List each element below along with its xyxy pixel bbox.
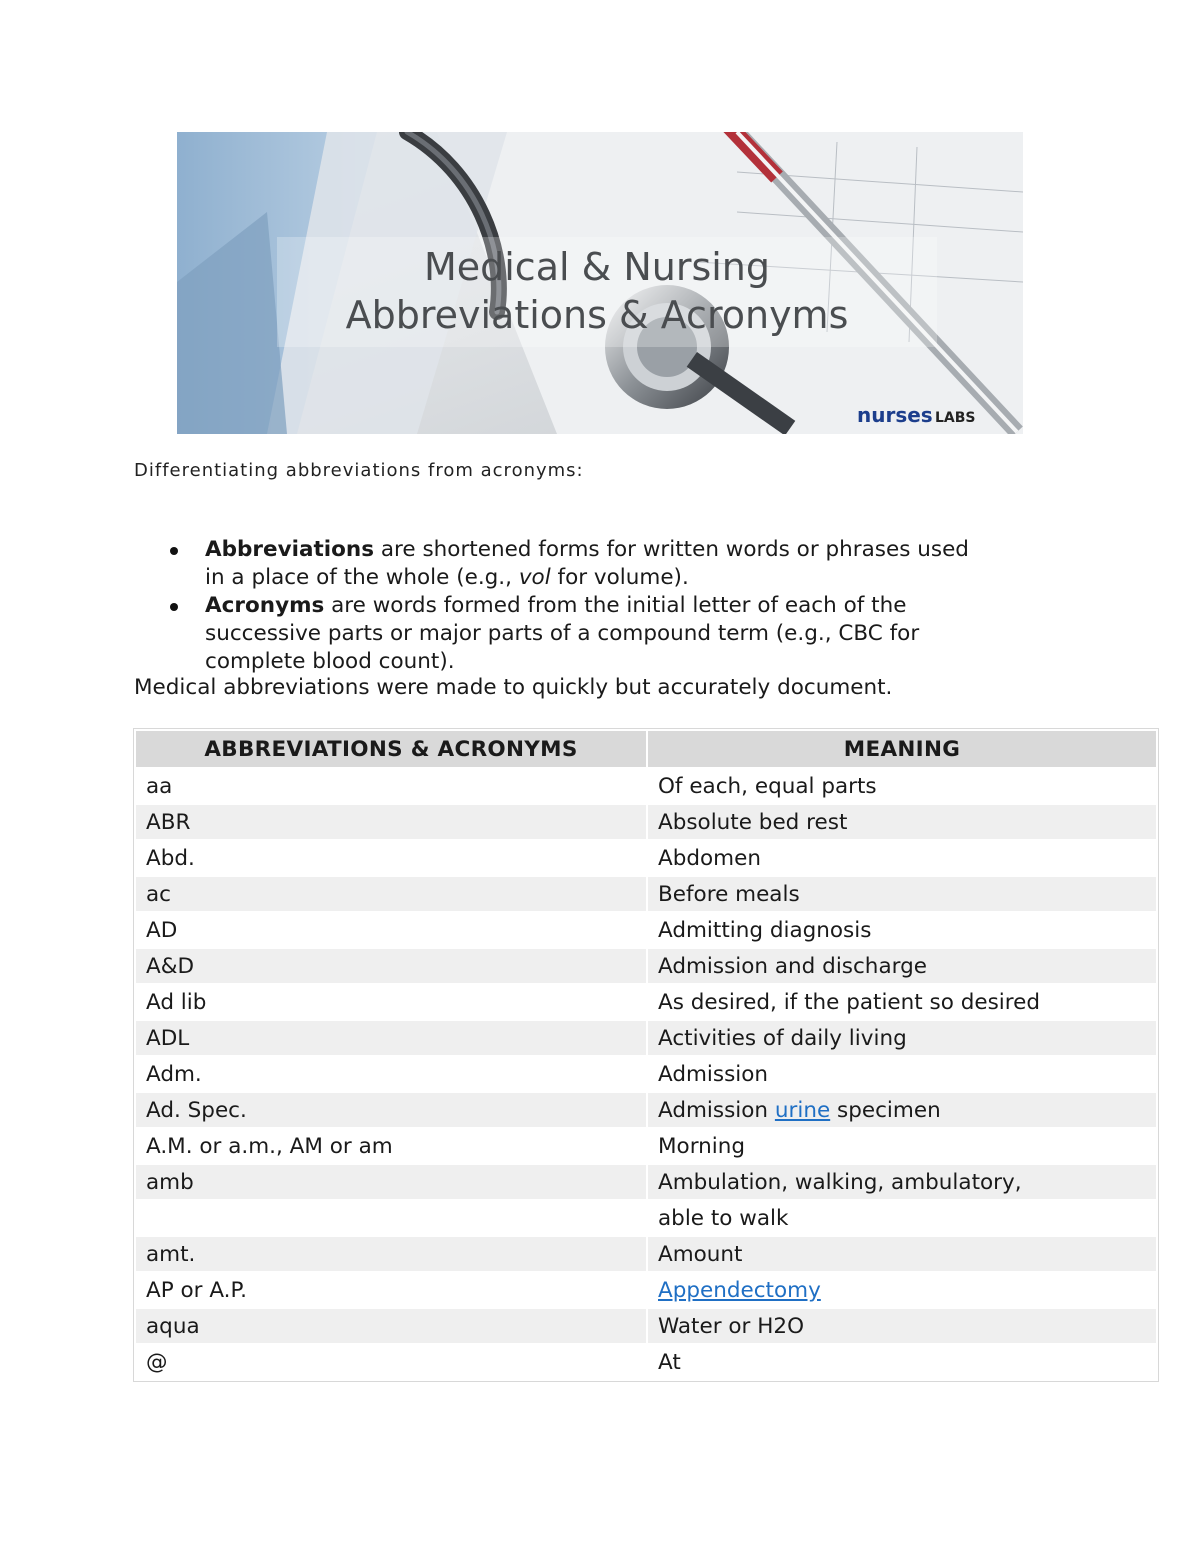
table-row xyxy=(136,841,1156,875)
abbr-cell: amb xyxy=(136,1165,646,1199)
table-row xyxy=(136,769,1156,803)
abbr-cell: A&D xyxy=(136,949,646,983)
abbr-cell: amt. xyxy=(136,1237,646,1271)
meaning-cell: Admission and discharge xyxy=(648,949,1156,983)
abbr-cell: aa xyxy=(136,769,646,803)
banner-title-line2: Abbreviations & Acronyms xyxy=(345,293,849,337)
meaning-cell: Before meals xyxy=(648,877,1156,911)
table-header-row xyxy=(136,731,1156,767)
abbr-cell: AD xyxy=(136,913,646,947)
bullet-text: for volume). xyxy=(550,565,689,590)
example-term: vol xyxy=(518,565,551,590)
meaning-cell: Abdomen xyxy=(648,841,1156,875)
logo-text-nurses: nurses xyxy=(857,403,933,427)
abbr-cell: Abd. xyxy=(136,841,646,875)
abbr-cell: AP or A.P. xyxy=(136,1273,646,1307)
column-header-meaning: MEANING xyxy=(648,731,1156,767)
meaning-cell xyxy=(648,1093,1156,1127)
bullet-text: complete blood count). xyxy=(205,649,455,674)
abbr-cell: Ad lib xyxy=(136,985,646,1019)
abbr-cell: ac xyxy=(136,877,646,911)
abbr-cell: aqua xyxy=(136,1309,646,1343)
meaning-cell: Amount xyxy=(648,1237,1156,1271)
bullet-acronyms xyxy=(160,592,1060,676)
meaning-cell: Of each, equal parts xyxy=(648,769,1156,803)
meaning-cell: Absolute bed rest xyxy=(648,805,1156,839)
table-row xyxy=(136,1345,1156,1379)
table-row xyxy=(136,1273,1156,1307)
table-row xyxy=(136,1021,1156,1055)
meaning-cell: As desired, if the patient so desired xyxy=(648,985,1156,1019)
column-header-abbreviations: ABBREVIATIONS & ACRONYMS xyxy=(136,731,646,767)
abbr-cell: Ad. Spec. xyxy=(136,1093,646,1127)
meaning-cell: Morning xyxy=(648,1129,1156,1163)
term-abbreviations: Abbreviations xyxy=(205,537,375,562)
table-row xyxy=(136,1057,1156,1091)
meaning-cell: Admitting diagnosis xyxy=(648,913,1156,947)
table-row xyxy=(136,1201,1156,1235)
bullet-text: in a place of the whole (e.g., xyxy=(205,565,519,590)
banner-title-line1: Medical & Nursing xyxy=(423,245,771,289)
abbr-cell: A.M. or a.m., AM or am xyxy=(136,1129,646,1163)
table-row xyxy=(136,1309,1156,1343)
logo-text-labs: LABS xyxy=(935,410,976,426)
meaning-cell: Water or H2O xyxy=(648,1309,1156,1343)
bullet-abbreviations xyxy=(160,536,1060,592)
closing-text: Medical abbreviations were made to quickly but accurately document. xyxy=(134,675,893,700)
abbr-cell: ADL xyxy=(136,1021,646,1055)
table-row xyxy=(136,1237,1156,1271)
bullet-text: are words formed from the initial letter of each of the xyxy=(324,593,907,618)
definition-list xyxy=(160,536,1060,676)
bullet-text: are shortened forms for written words or phrases used xyxy=(374,537,969,562)
meaning-cell xyxy=(648,1273,1156,1307)
table-row xyxy=(136,949,1156,983)
meaning-cell: Admission xyxy=(648,1057,1156,1091)
table-row xyxy=(136,985,1156,1019)
table-row xyxy=(136,1093,1156,1127)
meaning-cell: able to walk xyxy=(648,1201,1156,1235)
meaning-cell: At xyxy=(648,1345,1156,1379)
meaning-cell: Activities of daily living xyxy=(648,1021,1156,1055)
banner-image xyxy=(177,132,1023,434)
table-row xyxy=(136,1165,1156,1199)
table-row xyxy=(136,913,1156,947)
appendectomy-link[interactable]: Appendectomy xyxy=(658,1277,821,1303)
table-row xyxy=(136,805,1156,839)
abbr-cell: Adm. xyxy=(136,1057,646,1091)
bullet-text: successive parts or major parts of a compound term (e.g., CBC for xyxy=(205,621,920,646)
meaning-text: Admission xyxy=(658,1097,775,1123)
abbr-cell xyxy=(136,1201,646,1235)
table-row xyxy=(136,877,1156,911)
meaning-cell: Ambulation, walking, ambulatory, xyxy=(648,1165,1156,1199)
term-acronyms: Acronyms xyxy=(205,593,325,618)
abbreviations-table xyxy=(133,728,1159,1382)
abbr-cell: @ xyxy=(136,1345,646,1379)
table-row xyxy=(136,1129,1156,1163)
abbr-cell: ABR xyxy=(136,805,646,839)
intro-text: Differentiating abbreviations from acronyms: xyxy=(134,460,584,481)
urine-link[interactable]: urine xyxy=(774,1097,831,1123)
meaning-text: specimen xyxy=(830,1097,941,1123)
